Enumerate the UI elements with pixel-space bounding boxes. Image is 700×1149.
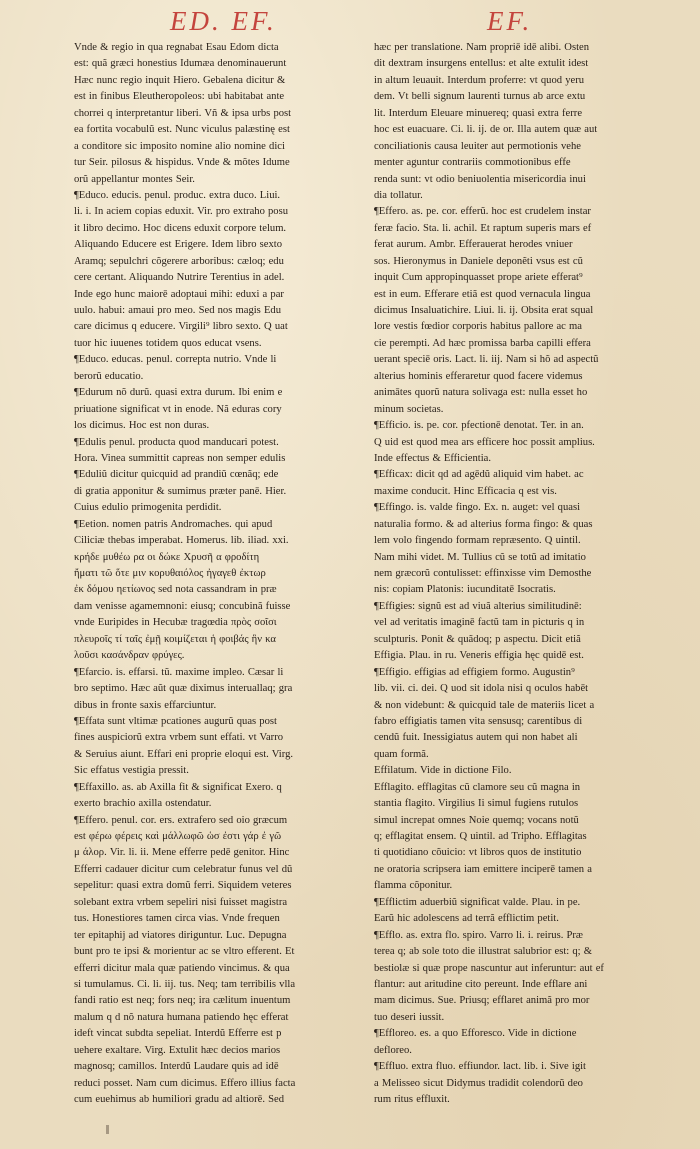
right-column-line: alterius hominis efferaretur quod facere videmus [374, 370, 583, 382]
right-column-line: dicimus Insaluatichire. Liui. li. ij. Obsita erat squal [374, 305, 594, 316]
right-column-line: Q uid est quod mea ars efficere hoc possit amplius. [374, 436, 595, 448]
right-column-line: flantur: aut aritudine cito pereunt. Inde efflare ani [374, 978, 588, 990]
left-column-line: care dicimus q educere. Virgili⁹ libro sexto. Q uat [74, 321, 288, 333]
right-column-line: q; efflagitat ensem. Q uintil. ad Tripho. Efflagitas [374, 831, 587, 842]
right-column-line: simul increpat omnes Noie quemq; vocans notũ [374, 814, 579, 826]
right-column-line: lem volo fingendo formam repræsento. Q uintil. [374, 535, 581, 547]
right-column-line: naturalia formo. & ad alterius forma fingo: & quas [374, 518, 593, 530]
right-column-line: quam formã. [374, 748, 429, 760]
left-column-line: Vnde & regio in qua regnabat Esau Edom dicta [74, 42, 279, 53]
right-column-line: ¶Efflo. as. extra flo. spiro. Varro li. i. reirus. Præ [374, 929, 583, 941]
left-column-line: Aliquando Educere est Erigere. Idem libro sexto [74, 239, 283, 251]
left-column-line: ¶Effata sunt vltimæ pcationes augurũ quas post [74, 715, 277, 727]
left-column-line: ¶Efarcio. is. effarsi. tũ. maxime impleo. Cæsar li [74, 666, 284, 678]
right-column-line: nem græcorũ contulisset: effinxisse vim Demosthe [374, 568, 592, 579]
left-column-line: di gratia apponitur & sumimus præter panē. Hier. [74, 485, 287, 497]
left-column-line: vnde Euripides in Hecubæ tragœdia πρὸς σοῖσι [74, 617, 277, 629]
right-column-line: Effigia. Plau. in ru. Veneris effigia hęc quidē est. [374, 650, 584, 662]
left-column-line: ἤματι τῶ ὅτε μιν κορυθαιόλος ἠγαγεθ ἐκτωρ [74, 568, 266, 579]
left-column-line: Ciliciæ thebas imperabat. Homerus. lib. iliad. xxi. [74, 535, 289, 547]
right-column-line: ¶Effero. as. pe. cor. efferũ. hoc est crudelem instar [374, 206, 591, 218]
left-column-line: ¶Edurum nõ durũ. quasi extra durum. Ibi enim e [74, 387, 283, 399]
right-column-line: cendũ fuit. Inessigiatus autem qui non habet ali [374, 732, 578, 744]
left-column-line: & Seruius aiunt. Effari eni proprie eloqui est. Virg. [74, 748, 294, 760]
left-column-line: Hora. Vinea summittit capreas non semper edulis [74, 452, 286, 464]
left-column-line: fines auspiciorũ extra vrbem sunt effati. vt Varro [74, 732, 284, 744]
left-column-line: ¶Educo. educas. penul. correpta nutrio. Vnde li [74, 354, 277, 366]
right-column-line: stantia flagito. Virgilius Ii simul fugiens rutulos [374, 798, 579, 810]
left-column-line: chorrei q interpretantur liberi. Vñ & ipsa urbs post [74, 107, 292, 119]
left-column-line: solebant extra vrbem sepeliri nisi fuisset magistra [74, 896, 288, 908]
right-column-line: fabro effigiatis tamen vita sensusq; carentibus di [374, 715, 583, 727]
running-head-left: ED. EF. [170, 6, 277, 36]
left-column-line: tuor hic iuuenes totidem quos educat vsens. [74, 337, 262, 349]
left-column-line: cum euehimus ab humiliori gradu ad altiorē. Sed [74, 1094, 285, 1105]
left-column-line: uehere exaltare. Virg. Extulit hæc decios marios [74, 1044, 281, 1056]
right-column-line: uerant speciē oris. Lact. li. iij. Nam si hõ ad aspectũ [374, 354, 599, 366]
left-column-line: ter epitaphij ad viatores diriguntur. Luc. Depugna [74, 929, 287, 941]
left-column-line: μ άλορ. Vir. li. ii. Mene efferre pedē genitor. Hinc [74, 847, 290, 859]
right-column-line: Effilatum. Vide in dictione Filo. [374, 765, 512, 777]
left-column-line: Cuius edulio primogenita perdidit. [74, 502, 222, 514]
right-column-line: conciliationis causa leuiter aut permotionis vehe [374, 140, 581, 152]
running-head-right: EF. [487, 6, 533, 36]
left-column-line: ¶Eetion. nomen patris Andromaches. qui apud [74, 518, 273, 530]
left-column-line: Hæc nunc regio inquit Hiero. Gebalena dicitur & [74, 74, 286, 86]
left-column-line: ¶Educo. educis. penul. produc. extra duco. Liui. [74, 189, 281, 201]
right-column-line: ti quotidiano cõuicio: vt libros quos de institutio [374, 847, 582, 859]
left-column-line: Aramq; sepulchri cõgerere arboribus: cæloq; edu [74, 255, 284, 267]
right-column-line: dem. Vt belli signum laurenti turnus ab arce extu [374, 91, 586, 103]
text-column-left [74, 40, 374, 1108]
right-column-line: Earũ hic adolescens ad terrã efflictim petit. [374, 913, 559, 925]
left-column-line: est: quã græci honestius Idumæa denominauerunt [74, 58, 287, 70]
right-column-line: sculpturis. Ponit & quãdoq; p aspectu. Dicit etiã [374, 633, 581, 645]
right-column-line: ¶Effloreo. es. a quo Efforesco. Vide in dictione [374, 1028, 577, 1040]
left-column-line: ¶Eduliũ dicitur quicquid ad prandiũ cœnãq; ede [74, 469, 279, 481]
right-column-line: vel ad veritatis imaginē factũ tam in picturis q in [374, 617, 585, 629]
left-column-line: ¶Effero. penul. cor. ers. extrafero sed oio græcum [74, 814, 288, 826]
left-column-line: reduci posset. Nam cum dicimus. Effero illius facta [74, 1077, 296, 1089]
left-column-line: Efferri cadauer dicitur cum celebratur funus vel dũ [74, 863, 293, 875]
right-column-line: ¶Efficax: dicit qd ad agēdũ aliquid vim habet. ac [374, 469, 584, 481]
right-column-line: Inde effectus & Efficientia. [374, 452, 492, 464]
right-column-line: dit dextram insurgens entellus: et alte extulit idest [374, 58, 589, 70]
right-column-line: lore vestis fœdior corporis habitus pallore ac ma [374, 321, 582, 333]
left-column-line: los dicimus. Hoc est non duras. [74, 420, 210, 432]
right-column-line: ¶Effluo. extra fluo. effiundor. lact. lib. i. Sive igit [374, 1061, 587, 1073]
left-column-line: λοῦσι κασάνδραν φρύγες. [74, 650, 185, 662]
right-column-line: & non videbunt: & quicquid tale de materiis licet a [374, 699, 595, 711]
right-column-line: bestiolæ si quæ prope nascuntur aut inferuntur: aut ef [374, 962, 604, 974]
right-column-line: menter aguntur contrariis commotionibus effe [374, 157, 571, 169]
right-column-line: defloreo. [374, 1044, 412, 1056]
left-column-line: fandi ratio est neq; fors neq; ira cælitum inuentum [74, 995, 291, 1007]
right-column-line: ferat aurum. Ambr. Efferauerat herodes vniuer [374, 239, 573, 251]
left-column-line: ¶Edulis penul. producta quod manducari potest. [74, 436, 279, 448]
right-column-line: ¶Efflictim aduerbiũ significat valde. Plau. in pe. [374, 896, 581, 908]
right-column-line: flamma cõponitur. [374, 880, 453, 892]
left-column-line: cere certant. Aliquando Nutrire Terentius in adel. [74, 272, 285, 284]
left-column-line: πλευροῖς τί ταῖς ἐμῇ κοιμίζεται ἡ φοιβάς ἣν κα [74, 633, 276, 645]
left-column-line: magnosq; camillos. Interdũ Laudare quis ad idē [74, 1061, 279, 1073]
left-column-line: orũ appellantur montes Seir. [74, 173, 195, 185]
left-column-line: berorũ educatio. [74, 370, 144, 382]
left-column-line: sepelitur: quasi extra domũ ferri. Siquidem veteres [74, 880, 292, 892]
right-column-line: feræ facio. Sta. li. achil. Et raptum superis mars ef [374, 222, 592, 234]
right-column-line: ne oratoria scripsera iam emittere inciperē tamen a [374, 863, 592, 875]
left-column-line: li. i. In aciem copias eduxit. Vir. pro extraho posu [74, 206, 289, 218]
left-column-line: tus. Honestiores tamen circa vias. Vnde frequen [74, 913, 280, 925]
right-column-line: lit. Interdum Eleuare minuereq; quasi extra ferre [374, 107, 583, 119]
right-column-line: inquit Cum appropinquasset prope ariete efferat⁹ [374, 272, 583, 284]
left-column-line: efferri dicitur mala quæ patiendo vincimus. & qua [74, 962, 290, 974]
right-column-line: terea q; ab sole toto die illustrat salubrior est: q; & [374, 946, 593, 958]
right-column-line: hæc per translatione. Nam propriē idē alibi. Osten [374, 42, 590, 53]
left-column-line: bro septimo. Hæc aũt quæ diximus interuallaq; gra [74, 683, 293, 695]
left-column-line: uulo. habui: amaui pro meo. Sed nos magis Edu [74, 305, 282, 316]
left-column-line: dam venisse agamemnoni: eiusq; concubinã fuisse [74, 600, 291, 612]
left-column-line: priuatione significat vt in enode. Nã eduras cory [74, 403, 282, 415]
left-column-line: κρήδε μυθέω ρα οι δώκε Χρυσῆ α φροδίτη [74, 551, 260, 563]
right-column-line: animātes quorũ natura solivaga est: nulla esset ho [374, 387, 588, 399]
left-column-line: tur Seir. pilosus & hispidus. Vnde & mõtes Idume [74, 157, 290, 169]
left-column-line: a conditore sic imposito nomine alio nomine dici [74, 140, 285, 152]
right-column-line: ¶Efficio. is. pe. cor. pfectionē denotat. Ter. in an. [374, 420, 584, 432]
left-column-line: ¶Effaxillo. as. ab Axilla fit & significat Exero. q [74, 781, 282, 793]
right-column-line: Efflagito. efflagitas cũ clamore seu cũ magna in [374, 781, 581, 793]
left-column-line: bunt pro te ipsi & morientur ac se vltro efferent. Et [74, 946, 295, 958]
left-column-line: ea fortita vocabulũ est. Nunc viculus palæstinę est [74, 124, 290, 136]
text-column-right [374, 40, 674, 1108]
right-column-line: cie perempti. Ad hæc promissa barba capilli effera [374, 337, 591, 349]
left-column-line: it libro decimo. Hoc dicens eduxit corpore telum. [74, 222, 287, 234]
left-column-line: si tumulamus. Ci. li. iij. tus. Neq; tam terribilis vlla [74, 978, 296, 990]
right-column-line: Nam mihi videt. M. Tullius cũ se totũ ad imitatio [374, 551, 586, 563]
right-column-line: a Melisseo sicut Didymus tradidit colendorũ deo [374, 1077, 583, 1089]
left-column-line: dibus in fronte saxis effarciuntur. [74, 699, 217, 711]
left-column-line: est φέρω φέρεις καὶ μάλλωφῶ ὡσ ἐστι γάρ ἐ γῶ [74, 831, 282, 842]
left-column-line: Sic effatus vestigia pressit. [74, 765, 189, 777]
margin-mark [106, 1125, 109, 1134]
right-column-line: lib. vii. ci. dei. Q uod sit idola nisi q oculos habēt [374, 683, 589, 695]
right-column-line: ¶Effingo. is. valde fingo. Ex. n. auget: vel quasi [374, 502, 581, 514]
left-column-line: malum q d nõ natura humana patiendo hęc efferat [74, 1011, 289, 1023]
left-column-line: ideft vincat subdta sepeliat. Interdũ Efferre est p [74, 1028, 282, 1040]
right-column-line: ¶Effigio. effigias ad effigiem formo. Augustin⁹ [374, 666, 575, 678]
right-column-line: dia tollatur. [374, 189, 423, 201]
right-column-line: minum societas. [374, 403, 444, 415]
left-column-line: est in finibus Eleutheropoleos: ubi habitabat ante [74, 91, 285, 103]
right-column-line: mam dicimus. Sue. Priusq; efflaret animã pro mor [374, 995, 590, 1007]
right-column-line: hoc est euacuare. Ci. li. ij. de or. Illa autem quæ aut [374, 124, 598, 136]
left-column-line: exerto brachio axilla ostendatur. [74, 798, 212, 810]
right-column-line: tuo deseri iussit. [374, 1011, 445, 1023]
right-column-line: in altum leuauit. Interdum proferre: vt quod yeru [374, 74, 585, 86]
right-column-line: est in eum. Efferare etiã est quod vernacula lingua [374, 288, 591, 300]
right-column-line: renda sunt: vt odio beniuolentia misericordia inui [374, 173, 586, 185]
right-column-line: sos. Hieronymus in Daniele deponẽti vsus est cũ [374, 255, 583, 267]
left-column-line: ἐκ δόμου ηετίωνος sed nota cassandram in præ [74, 584, 277, 596]
right-column-line: ¶Effigies: signũ est ad viuã alterius similitudinē: [374, 600, 582, 612]
right-column-line: rum ritus effluxit. [374, 1094, 450, 1105]
right-column-line: nis: copiam Platonis: iucunditatē Isocratis. [374, 584, 556, 596]
right-column-line: maxime conducit. Hinc Efficacia q est vis. [374, 485, 557, 497]
left-column-line: Inde ego hunc maiorē adoptaui mihi: eduxi a par [74, 288, 284, 300]
